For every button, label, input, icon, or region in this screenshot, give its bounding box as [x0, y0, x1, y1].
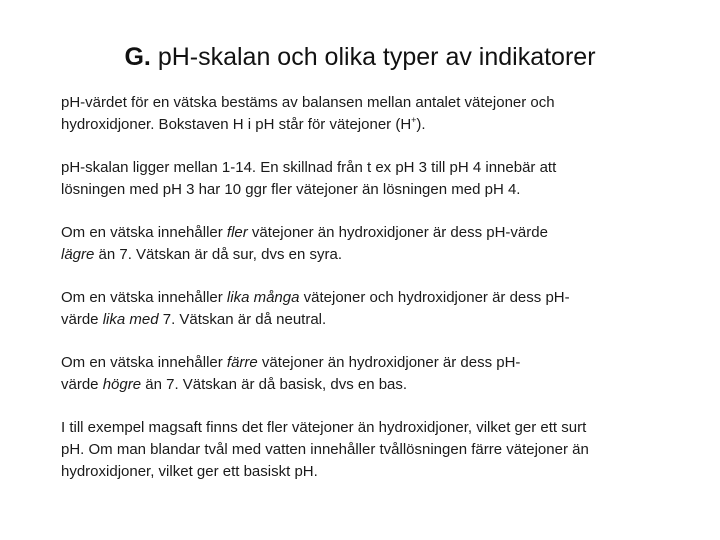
text-segment: vätejoner än hydroxidjoner är dess pH-	[257, 354, 521, 371]
paragraph-neutral	[61, 287, 661, 331]
text-line: lösningen med pH 3 har 10 ggr fler vätejoner än lösningen med pH 4.	[61, 181, 521, 198]
text-segment: Om en vätska innehåller	[61, 289, 227, 306]
text-segment: värde	[61, 376, 103, 393]
emphasis: fler	[226, 224, 248, 241]
text-line: hydroxidjoner, vilket ger ett basiskt pH.	[61, 463, 318, 480]
slide-title	[0, 40, 720, 74]
text-segment: än 7. Vätskan är då basisk, dvs en bas.	[141, 376, 408, 393]
text-segment: vätejoner och hydroxidjoner är dess pH-	[299, 289, 570, 306]
text-line: I till exempel magsaft finns det fler vätejoner än hydroxidjoner, vilket ger ett surt	[61, 419, 587, 436]
title-text: pH-skalan och olika typer av indikatorer	[157, 43, 596, 71]
text-segment: än 7. Vätskan är då sur, dvs en syra.	[94, 246, 342, 263]
paragraph-examples	[61, 417, 661, 483]
emphasis: färre	[226, 354, 258, 371]
text-line: ).	[416, 116, 426, 133]
emphasis: lika med	[102, 311, 159, 328]
text-segment: 7. Vätskan är då neutral.	[158, 311, 327, 328]
paragraph-basic	[61, 352, 661, 396]
paragraph-acidic	[61, 222, 661, 266]
text-line: pH-skalan ligger mellan 1-14. En skillnad från t ex pH 3 till pH 4 innebär att	[61, 159, 557, 176]
paragraph-ph-scale	[61, 157, 661, 201]
text-line: pH-värdet för en vätska bestäms av balansen mellan antalet vätejoner och	[61, 94, 555, 111]
paragraph-ph-definition	[61, 92, 661, 136]
text-line: pH. Om man blandar tvål med vatten innehåller tvållösningen färre vätejoner än	[61, 441, 589, 458]
text-segment: Om en vätska innehåller	[61, 224, 227, 241]
text-segment: Om en vätska innehåller	[61, 354, 227, 371]
superscript-plus: +	[411, 115, 417, 125]
title-prefix: G.	[124, 43, 151, 71]
text-segment: vätejoner än hydroxidjoner är dess pH-värde	[247, 224, 548, 241]
text-segment: värde	[61, 311, 103, 328]
emphasis: lägre	[61, 246, 95, 263]
emphasis: lika många	[226, 289, 300, 306]
emphasis: högre	[102, 376, 142, 393]
text-line: hydroxidjoner. Bokstaven H i pH står för vätejoner (H	[61, 116, 412, 133]
slide-content	[61, 92, 661, 504]
